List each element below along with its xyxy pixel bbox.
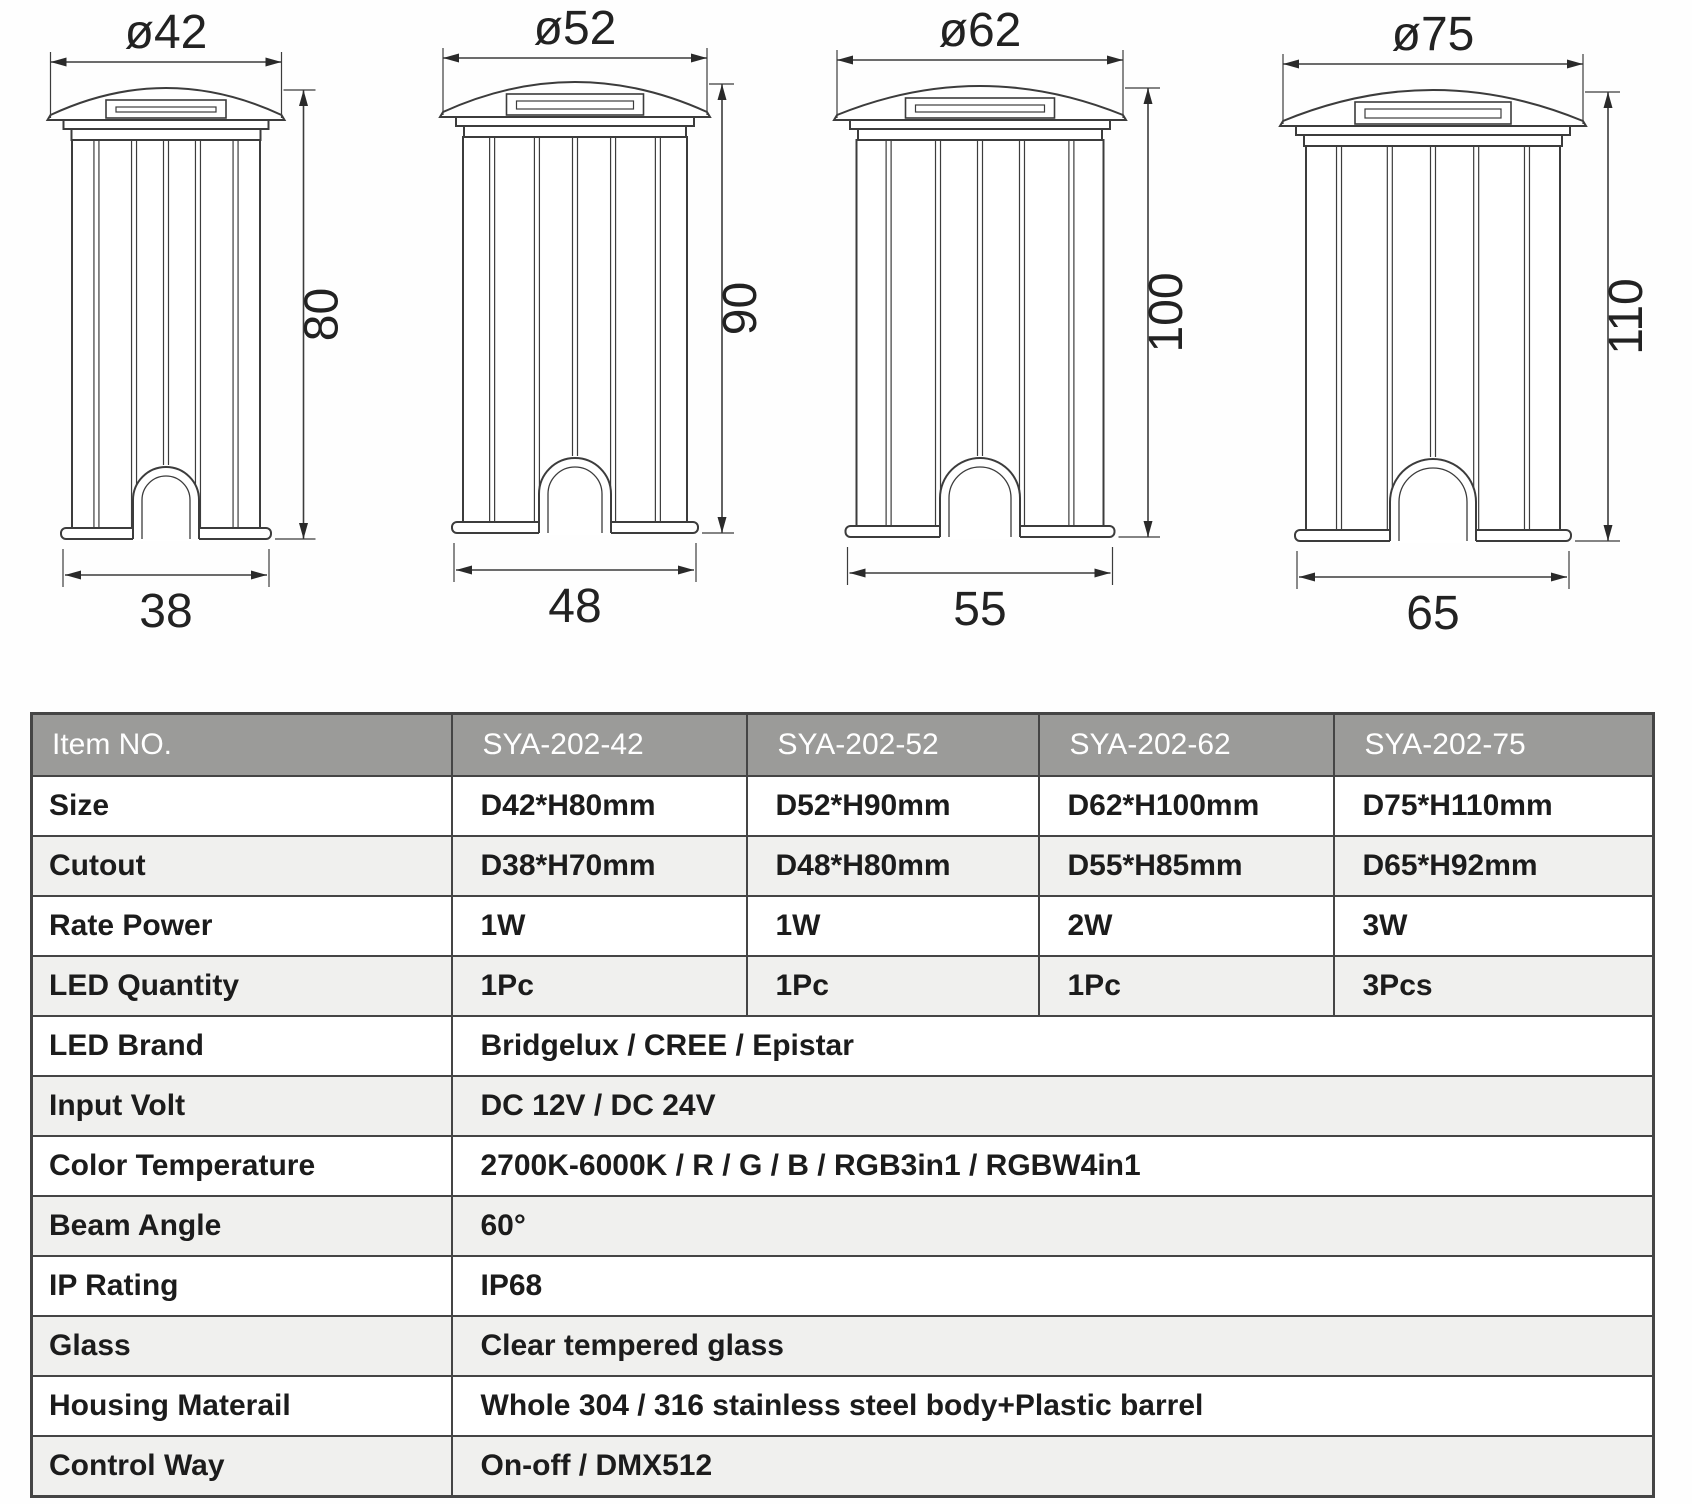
cell-value: D42*H80mm	[452, 776, 747, 836]
row-housing-material	[32, 1376, 1654, 1436]
row-label: LED Brand	[32, 1016, 452, 1076]
row-label: Beam Angle	[32, 1196, 452, 1256]
diameter-label: ø75	[1391, 8, 1475, 61]
cell-span-value: IP68	[452, 1256, 1654, 1316]
cell-value: D75*H110mm	[1334, 776, 1654, 836]
cell-value: D55*H85mm	[1039, 836, 1334, 896]
cutout-label: 48	[548, 580, 602, 633]
row-rate-power	[32, 896, 1654, 956]
cell-span-value: Whole 304 / 316 stainless steel body+Plastic barrel	[452, 1376, 1654, 1436]
row-size	[32, 776, 1654, 836]
diameter-label: ø42	[124, 6, 208, 59]
spec-table	[30, 712, 1655, 1498]
cell-value: 2W	[1039, 896, 1334, 956]
cell-value: D52*H90mm	[747, 776, 1039, 836]
cell-value: 3Pcs	[1334, 956, 1654, 1016]
row-label: Glass	[32, 1316, 452, 1376]
lamp-drawing-2	[440, 2, 767, 633]
cell-value: D48*H80mm	[747, 836, 1039, 896]
row-label: IP Rating	[32, 1256, 452, 1316]
cell-span-value: 2700K-6000K / R / G / B / RGB3in1 / RGBW4in1	[452, 1136, 1654, 1196]
row-ip-rating	[32, 1256, 1654, 1316]
header-model-1: SYA-202-42	[452, 714, 747, 777]
header-model-4: SYA-202-75	[1334, 714, 1654, 777]
cell-span-value: Bridgelux / CREE / Epistar	[452, 1016, 1654, 1076]
row-led-brand	[32, 1016, 1654, 1076]
cell-value: D38*H70mm	[452, 836, 747, 896]
diameter-label: ø62	[938, 4, 1022, 57]
cell-value: 3W	[1334, 896, 1654, 956]
cutout-label: 55	[953, 583, 1007, 636]
row-label: Size	[32, 776, 452, 836]
header-model-3: SYA-202-62	[1039, 714, 1334, 777]
cell-value: D62*H100mm	[1039, 776, 1334, 836]
cell-value: D65*H92mm	[1334, 836, 1654, 896]
cell-value: 1W	[747, 896, 1039, 956]
row-label: Color Temperature	[32, 1136, 452, 1196]
row-label: LED Quantity	[32, 956, 452, 1016]
row-cutout	[32, 836, 1654, 896]
diameter-label: ø52	[533, 2, 617, 55]
row-label: Cutout	[32, 836, 452, 896]
height-label: 80	[295, 287, 349, 342]
header-row	[32, 714, 1654, 777]
cell-value: 1Pc	[747, 956, 1039, 1016]
height-label: 100	[1140, 272, 1193, 353]
row-led-quantity	[32, 956, 1654, 1016]
cell-span-value: Clear tempered glass	[452, 1316, 1654, 1376]
row-label: Rate Power	[32, 896, 452, 956]
cell-value: 1W	[452, 896, 747, 956]
cell-value: 1Pc	[1039, 956, 1334, 1016]
row-control-way	[32, 1436, 1654, 1497]
row-label: Input Volt	[32, 1076, 452, 1136]
cutout-label: 65	[1406, 587, 1460, 640]
header-model-2: SYA-202-52	[747, 714, 1039, 777]
header-item-no: Item NO.	[32, 714, 452, 777]
row-glass	[32, 1316, 1654, 1376]
height-label: 90	[714, 281, 767, 336]
height-label: 110	[1600, 278, 1653, 355]
row-label: Control Way	[32, 1436, 452, 1497]
technical-drawings	[0, 0, 1692, 680]
row-label: Housing Materail	[32, 1376, 452, 1436]
cell-value: 1Pc	[452, 956, 747, 1016]
cell-span-value: 60°	[452, 1196, 1654, 1256]
row-input-volt	[32, 1076, 1654, 1136]
cell-span-value: DC 12V / DC 24V	[452, 1076, 1654, 1136]
lamp-drawing-4	[1280, 8, 1653, 640]
lamp-drawing-3	[834, 4, 1193, 636]
lamp-drawing-1	[48, 6, 349, 638]
cutout-label: 38	[139, 585, 193, 638]
cell-span-value: On-off / DMX512	[452, 1436, 1654, 1497]
row-color-temperature	[32, 1136, 1654, 1196]
row-beam-angle	[32, 1196, 1654, 1256]
